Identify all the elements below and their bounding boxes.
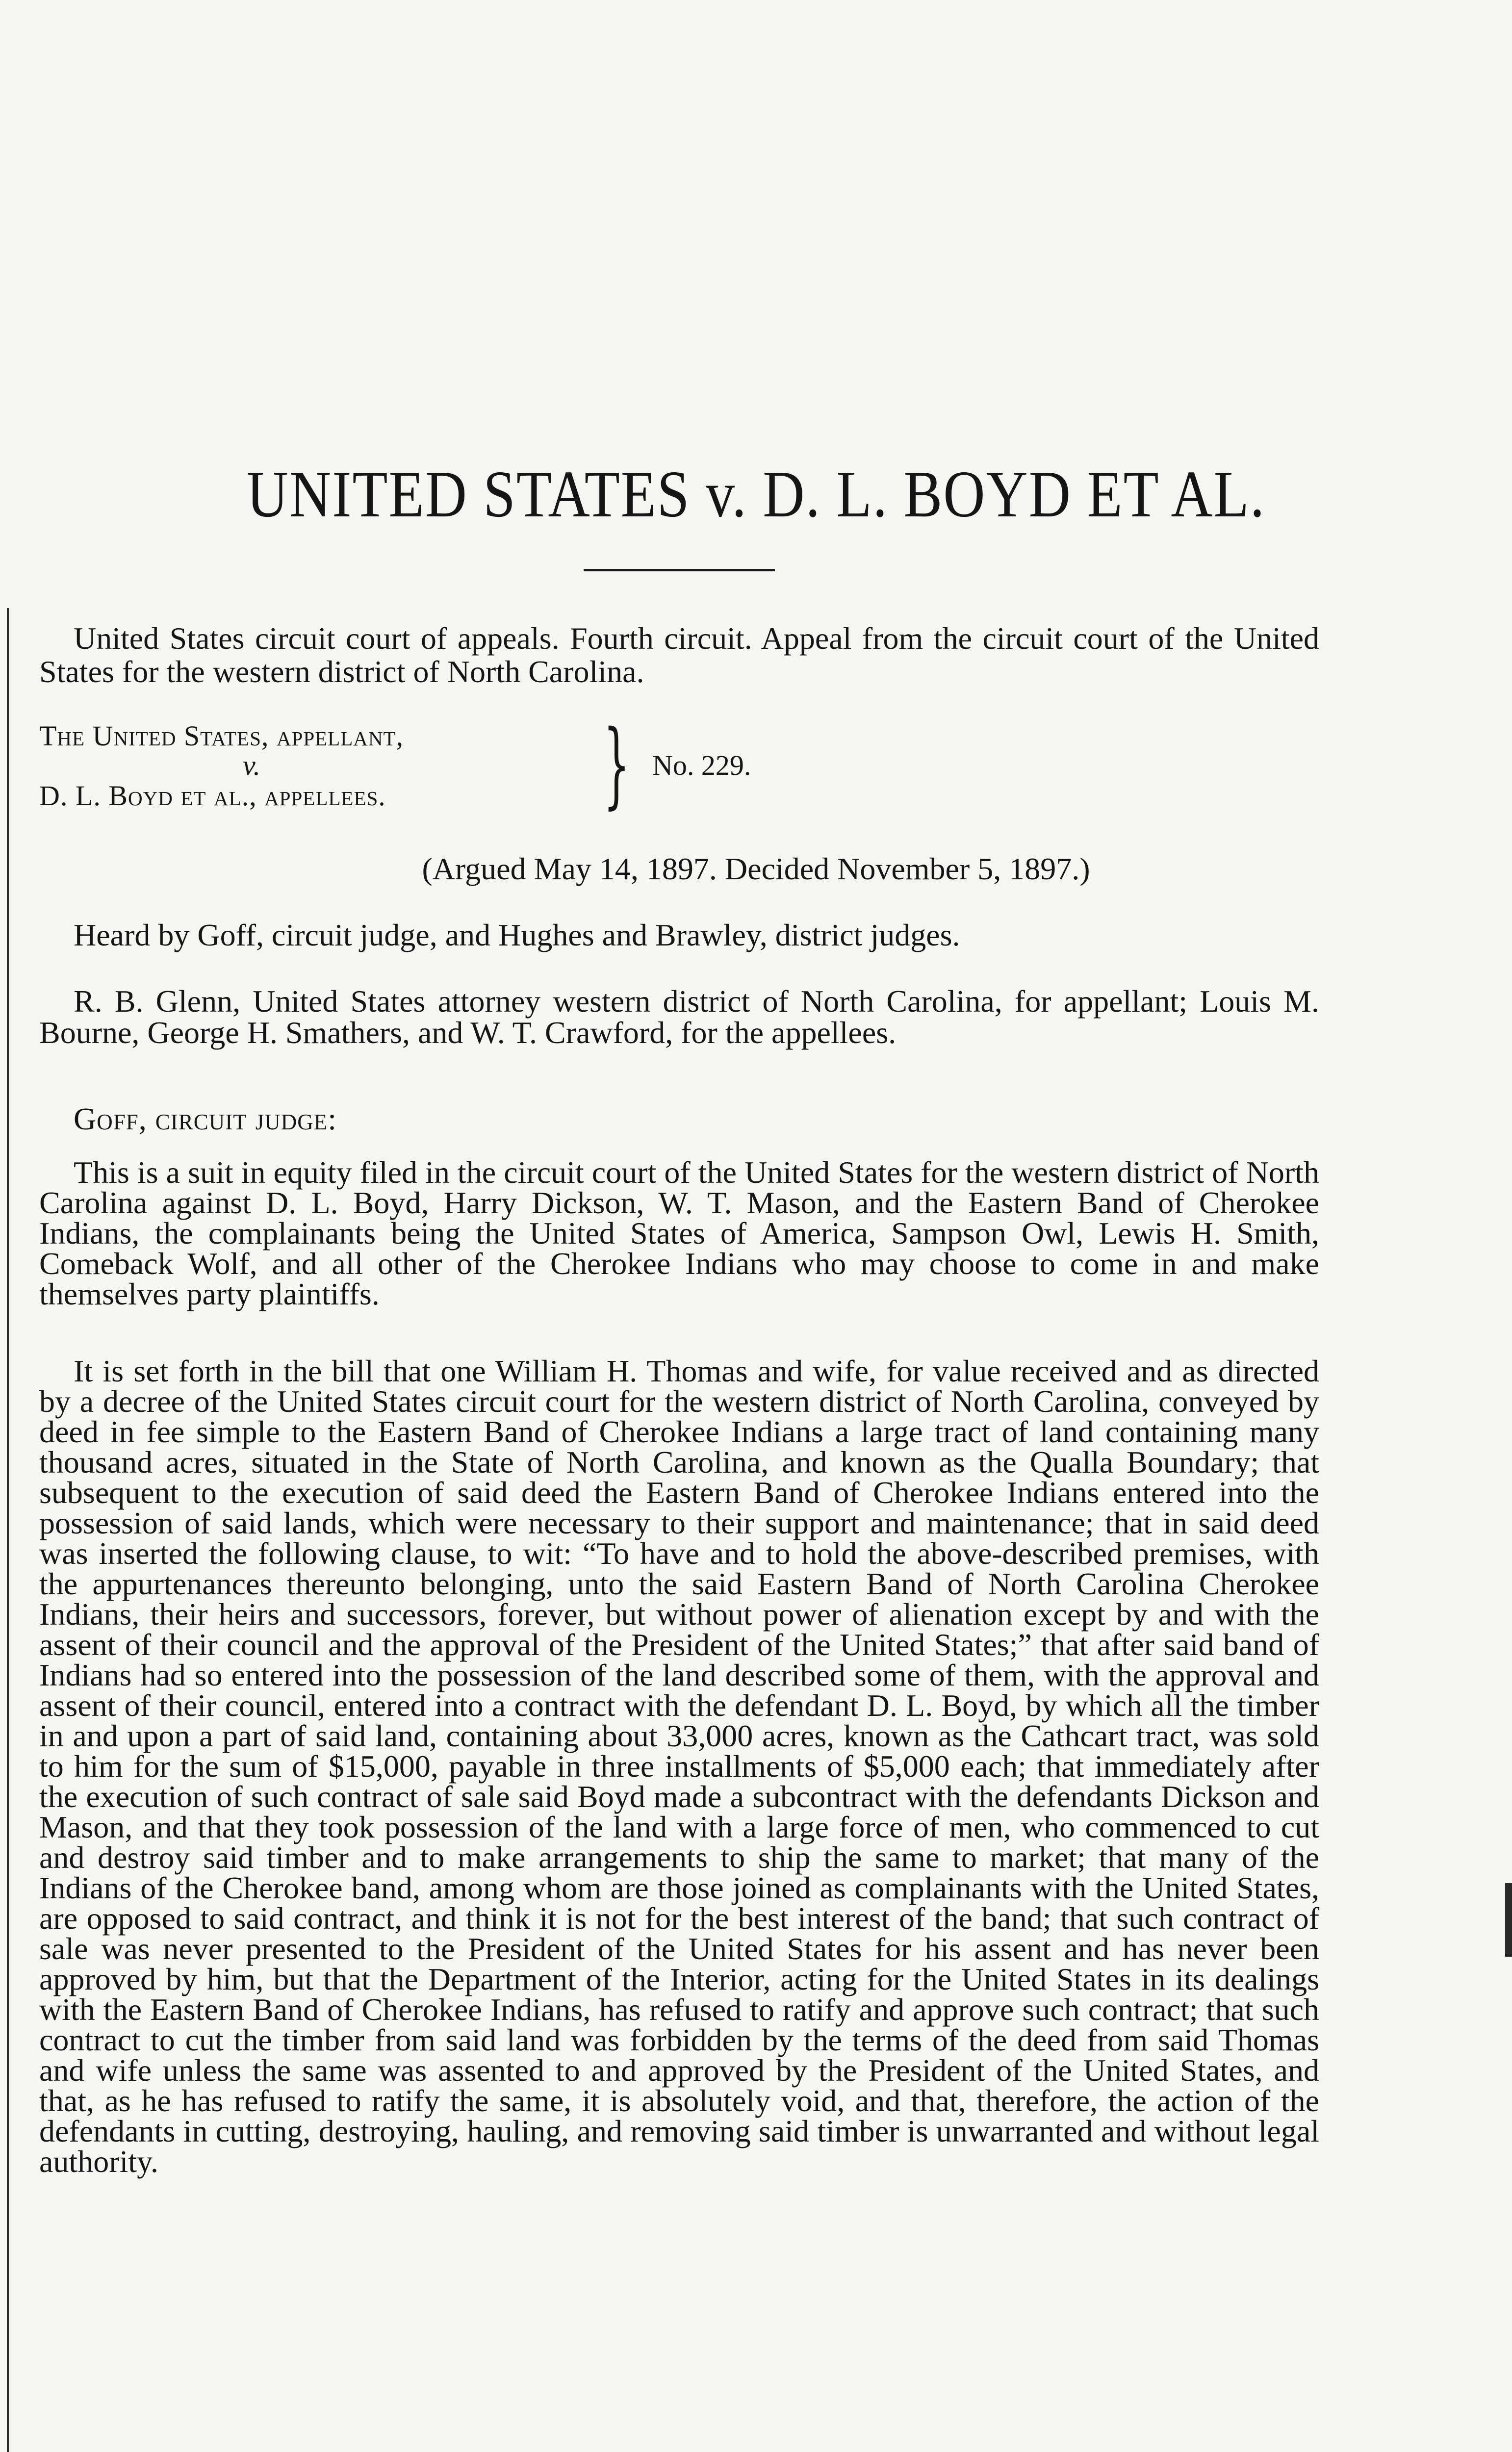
counsel-paragraph: R. B. Glenn, United States attorney western district of North Carolina, for appellant; Louis M. Bourne, George H. Smathers, and W. T. Crawford, for the appellees.	[39, 984, 1319, 1050]
scan-edge-mark	[1505, 1883, 1512, 1957]
opinion-paragraph-1: This is a suit in equity filed in the circuit court of the United States for the western district of North Carolina against D. L. Boyd, Harry Dickson, W. T. Mason, and the Eastern Band of Cherokee Indians, the complainants being the United States of America, Sampson Owl, Lewis H. Smith, Comeback Wolf, and all other of the Cherokee Indians who may choose to come in and make themselves party plaintiffs.	[39, 1155, 1319, 1311]
argued-decided-dates: (Argued May 14, 1897. Decided November 5, 1897.)	[422, 851, 1090, 886]
case-title: UNITED STATES v. D. L. BOYD ET AL.	[246, 457, 1266, 531]
opinion-author: Goff, circuit judge:	[74, 1101, 337, 1136]
caption-appellant: The United States, appellant,	[39, 720, 404, 752]
title-divider	[584, 569, 775, 571]
caption-appellees: D. L. Boyd et al., appellees.	[39, 780, 386, 812]
caption-brace: }	[603, 710, 630, 818]
heard-by-line: Heard by Goff, circuit judge, and Hughes and Brawley, district judges.	[74, 918, 960, 952]
caption-versus: v.	[243, 749, 260, 781]
opinion-paragraph-2: It is set forth in the bill that one William H. Thomas and wife, for value received and as directed by a decree of the United States circuit court for the western district of North Carolina, conveyed by deed in fee simple to the Eastern Band of Cherokee Indians a large tract of land containing many thousand acres, situated in the State of North Carolina, and known as the Qualla Boundary; that subsequent to the execution of said deed the Eastern Band of Cherokee Indians entered into the possession of said lands, which were necessary to their support and maintenance; that in said deed was inserted the following clause, to wit: “To have and to hold the above-described premises, with the appurtenances thereunto belonging, unto the said Eastern Band of North Carolina Cherokee Indians, their heirs and successors, forever, but without power of alienation except by and with the assent of their council and the approval of the President of the United States;” that after said band of Indians had so entered into the possession of the land described some of them, with the approval and assent of their council, entered into a contract with the defendant D. L. Boyd, by which all the timber in and upon a part of said land, containing about 33,000 acres, known as the Cathcart tract, was sold to him for the sum of $15,000, payable in three installments of $5,000 each; that immediately after the execution of such contract of sale said Boyd made a subcontract with the defendants Dickson and Mason, and that they took possession of the land with a large force of men, who commenced to cut and destroy said timber and to make arrangements to ship the same to market; that many of the Indians of the Cherokee band, among whom are those joined as complainants with the United States, are opposed to said contract, and think it is not for the best interest of the band; that such contract of sale was never presented to the President of the United States for his assent and has never been approved by him, but that the Department of the Interior, acting for the United States in its dealings with the Eastern Band of Cherokee Indians, has refused to ratify and approve such contract; that such contract to cut the timber from said land was forbidden by the terms of the deed from said Thomas and wife unless the same was assented to and approved by the President of the United States, and that, as he has refused to ratify the same, it is absolutely void, and that, therefore, the action of the defendants in cutting, destroying, hauling, and removing said timber is unwarranted and without legal authority.	[39, 1354, 1319, 2179]
court-description: United States circuit court of appeals. Fourth circuit. Appeal from the circuit court of the United States for the western district of North Carolina.	[39, 621, 1319, 689]
case-number: No. 229.	[652, 749, 751, 781]
